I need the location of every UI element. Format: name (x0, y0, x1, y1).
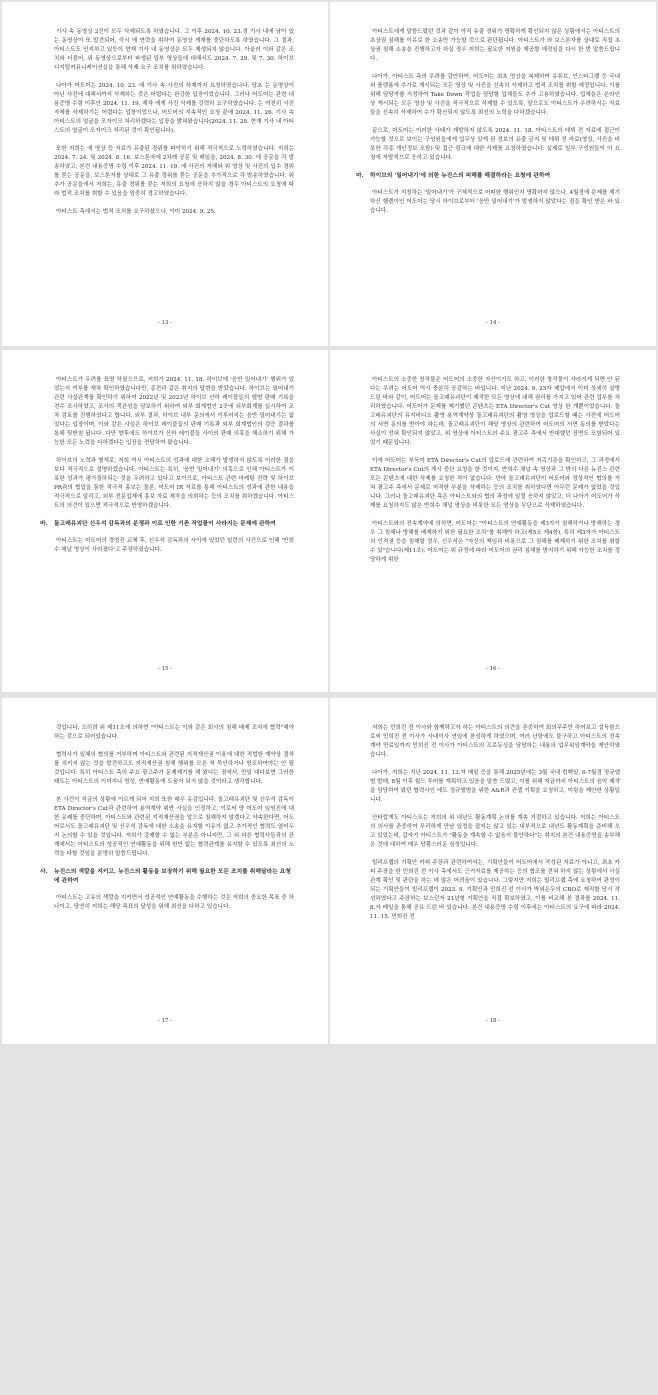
section-heading (40, 868, 294, 886)
page-number: - 17 - (158, 1018, 172, 1024)
page-18-paragraph: 나아가, 저희는 지난 2024. 11. 13.자 메일 등을 통해 2025년에는 3월 국내 컴백일, 6-7월경 정규앨범 발매, 8월 이후 월드 투어를 계획하고 있음을 말씀 드렸고, 이를 위해 지금까지 아티스트의 음악 제작을 담당하여 왔던 협력사인 에도 정규앨범을 위한 A&R과 컨셉 기획을 요청하고, 미팅을 제안한 상황입니다. (370, 770, 620, 803)
page-14-paragraph: 아티스트에게 말씀드렸던 것과 같이 아직 유출 경위가 명확하게 확인되지 않은 상황에서는 아티스트의 초상권 침해를 이유로 한 소송만 가능할 것으로 판단됩니다. 아티스트가 와 보스톤자를 상대로 직접 초상권 침해 소송을 진행하고자 하실 경우 저희는 필요한 지원을 제공할 예정임을 다시 한 번 말씀드립니다. (370, 29, 620, 62)
section-heading (356, 172, 620, 181)
page-18-paragraph: 빌리프랩의 기획안 카피 주장과 관련하여서는, 기획안들이 어도어에서 작성된 자료가 아니고, 최초 카피 주장을 한 민희진 전 이사 측에서도 근거자료를 제공하는 등의 협조를 전혀 하지 않는 상황에서 사실관계 확인 및 판단을 하는 데 많은 어려움이 있습니다. 그렇지만 저희는 빌리프랩 측에 요청하여 판정이 되는 기획안들이 빌리프랩이 2023. 9. 기획안과 민희진 전 이사가 박외든두의 CBO로 재직할 당시 작성하였다고 주장하는 보스턴저 21년형 기획안을 직접 확보하였고, 이를 비교해 본 결과를 2024. 11. 8.자 메일을 통해 공유 드린 바 있습니다. 본건 내용증명 수령 이후에는 아티스트의 요구에 따라 2024. 11. 15. 민희진 전 (370, 860, 620, 920)
document-page-18 (330, 698, 656, 1044)
page-number: - 13 - (158, 320, 172, 326)
page-13-paragraph: 나아가 어도어는 2024. 10. 23. 에 기사 속 사진의 삭제까지 요청하였습니다. 당초 는 동영상이 아닌 사진에 대해서까지 삭제하는 것은 어렵다는 완강한 입장이었습니다. 그러나 어도어는 관련 내용증명 수령 이후인 2024. 11. 19. 재차 에게 사진 삭제를 강력히 요구하였습니다. 는 여전히 사진 자체를 삭제하기는 어렵다는 입장이었으나, 어도어의 지속적인 요청 끝에 2024. 11. 26. 기사 속 아티스트의 얼굴을 모자이크 처리하겠다는 입장을 밝혀왔습니다(2024. 11. 28. 현재 기사 내 아티스트의 얼굴이 모자이크 처리된 것이 확인됩니다). (54, 83, 294, 134)
page-17-paragraph: 협력사가 일체의 협의를 거부하며 아티스트와 관련된 지적재산권 이용에 대한 적법한 계약상 절차를 지키지 않는 것을 발견하고도 지적재산권 침해 행위를 모른 척 묵인하거나 방조하여야는 안 될 것입니다. 특히 아티스트 측의 주요 광고주가 문제제기를 해 왔다는 점에서, 만일 대다보면 그러한 태도는 아티스트의 이미지나 명성, 연예활동에 도움이 되지 않을 것이라고 생각합니다. (54, 752, 294, 785)
section-title: 하이브의 '밀어내기'에 의한 뉴진스의 피해를 해결하라는 요청에 관하여 (370, 173, 551, 179)
page-14-paragraph: 끝으로, 어도어는 이러한 사태가 재발하지 않도록 2024. 11. 18. 아티스트의 데뷔 전 자료에 접근이 가능할 것으로 보이는 구성원들에게 업무상 알게 된 정보의 유출 금지 및 데뷔 전 자료(영상, 사진을 비롯한 각종 개인정보 포함) 및 접근 링크에 대한 삭제를 요청하였습니다. 실제로 일부 구성원들이 이 요청에 자발적으로 응하고 있습니다. (370, 128, 620, 161)
page-number: - 14 - (486, 320, 500, 326)
empty-background (0, 1046, 658, 1395)
page-15-paragraph: 아티스트가 우려를 표명 하셨으므로, 저희가 2024. 11. 18. 하이브에 '음반 밀어내기' 행위가 있었는지 여부를 재차 확인하였습니다만, 종전과 같은 취지의 답변을 받았습니다. 하이브는 밀어내기 관련 사실관계를 확인하기 위하여 2022년 및 2023년 하이브 산하 레이블들의 앨범 판매 기록을 전수 조사하였고, 조사의 객관성을 담보하기 위하여 외부 회계법인 2곳에 외부회계를 실시하여 교차 검토를 진행하였다고 합니다. 외부 결과, 하이브 내부 문의에서 이루어지는 음반 밀어내기는 없었다는 입장이며, 이와 같은 사실은 하이브 레이블들의 판매 기록과 외부 회계법인의 검증 결과를 통해 뒷받침 됩니다. 다만 향후에도 하이브가 산하 레이블들 사이의 판매 의혹을 해소하기 위해 가능한 모든 노력을 다하겠다는 입장을 전달하여 왔습니다. (54, 377, 294, 446)
section-marker: 바. (40, 521, 48, 527)
document-page-15 (2, 350, 328, 692)
document-page-16 (330, 350, 656, 692)
page-17-paragraph: 것입니다. 오히려 위 제11조에 의하면 "아티스트는 이와 같은 회사의 침해 배제 조치에 협력"해야 하는 것으로 되어있습니다. (54, 725, 294, 740)
page-13-paragraph: 또한 저희는 에 영상 등 자료가 유출된 경위를 파악하기 위해 적극적으로 노력하였습니다. 저희는 2024. 7. 24. 및 2024. 8. 16. 보스톤자에 2차례 공문 및 메일을, 2024. 8. 30. 에 공문을 각 발송하였고, 본건 내용증명 수령 이후 2024. 11. 19. 에 사진의 저해와 위 영상 및 사진의 입수 경위를 묻는 공문을, 보스톤자를 상대로 그 유출 경위를 묻는 공문을 추가적으로 각 발송하였습니다. 위 추가 공문들에서 저희는, 유출 경위를 묻는 저희의 요청에 응하지 않을 경우 아티스트의 요청에 따라 법적 조치를 취할 수 있음을 엄중히 경고하였습니다. (54, 146, 294, 197)
page-15-paragraph: 하이브의 노력과 별개로, 저희 역시 아티스트의 성과에 대한 오해가 발생하지 않도록 이러한 점을 보다 적극적으로 설명하겠습니다. 아티스트는 특히, '음반 밀어내기' 의혹으로 인해 아티스트가 이룩한 성과가 평가절하되는 것을 우려하고 있다고 보이므로, 아티스트 관련 마케팅 전략 및 하이브 PR과의 협업을 통한 적극적 홍보는 물론, 어도어 IR 자료를 통해 아티스트의 성과에 관한 내용을 적극적으로 알리고, 외부 전문업체에 홍보 자료 제작을 의뢰하는 등의 조치를 취하겠습니다. 아티스트의 의견이 있으면 적극적으로 반영하겠습니다. (54, 458, 294, 509)
page-16-paragraph: 아티스트의 소중한 창작물은 어도어의 소중한 자산이기도 하고, 이러한 창작물이 사라지게 되면 안 된다는 우려는 어도어 역시 충분히 공감하는 바입니다. 지난 2024. 9. 25자 제압에서 이미 상세히 설명 드린 바와 같이, 어도어는 돌고래유괴단이 제작한 모든 영상에 대해 권리를 가지고 있어 관련 업무를 처리하였습니다. 어도어가 문제를 제기했던 콘텐츠는 ETA Director's Cut 영상 한 개뿐이었습니다. 돌고래유괴단의 뮤지비디오 촬영 용역계약상 돌고래유괴단의 촬영 영상을 업로드할 때는 사전에 어도어의 서면 동의를 받아야 하는데, 돌고래유괴단이 해당 영상의 관련하여 어도어의 서면 동의를 받았다는 사실이 전혀 확인되지 않았고, 위 영상에 아티스트의 주요 광고주 측에서 반대했던 장면도 포함되어 있었기 때문입니다. (370, 377, 620, 446)
page-15-paragraph: 아티스트는 어도어의 경영진 교체 후, 신우석 감독과의 사이에 있었던 일련의 사건으로 인해 '반희수 채널 영상이 사라졌다'고 주장하셨습니다. (54, 538, 294, 553)
page-16-paragraph: 이에 어도어는 부득이 ETA Director's Cut의 업로드에 관련하여 저촉기준을 확인하고, 그 과정에서 ETA Director's Cut의 게시 중단 요청을 한 것이지, 반희수 채널 속 영상과 그 밖의 다른 뉴진스 관련 모든 콘텐츠에 대한 삭제를 요청한 적이 없습니다. 만약 돌고래유괴단이 어도어와 정상적인 협의를 거쳐 광고주 측에서 문제로 지적한 부분을 삭제하는 등의 조치를 취하였다면 아무런 문제가 없었을 것입니다. 그러나 돌고래유괴단 측은 아티스트와의 협의 과정에 일절 응하지 않았고, 더 나아가 어도어가 삭제를 요청하지도 않은 반희수 채널 영상을 비롯한 모든 영상을 무단으로 삭제하였습니다. (370, 458, 620, 509)
page-17-paragraph: 본 사건이 지금의 상황에 이르게 되어 저희 또한 매우 유감입니다. 돌고래유괴단 및 신우석 감독이 ETA Director's Cut과 관련하여 용역계약 위반 사실을 인정하고, 이로써 양 어도어 임원진에 대한 유쾌를 중단하며, 아티스트와 관련된 지적재산권을 앞으로 침해하지 않겠다고 약속한다면, 어도어로서도 돌고래유괴단 및 신우석 감독에 대한 소송을 유지할 이유가 없고 추가적인 협력도 열어두지 논의할 수 있을 것입니다. 저희가 강제할 수 없는 부분은 아니지만, 그 외 다른 협력사들과의 관계에서는 아티스트의 성공적인 연예활동을 위해 원만 없는 협력관계를 유지할 수 있도록 최선의 노력을 다할 것임을 분명히 말씀드립니다. (54, 797, 294, 857)
document-page-17 (2, 698, 328, 1044)
page-number: - 16 - (486, 666, 500, 672)
section-title: 돌고래유괴단 신우석 감독과의 분쟁과 이로 인한 기존 작업물이 사라지는 문제에 관하여 (54, 521, 276, 527)
page-13-paragraph: 기사 속 동영상 2건이 모두 삭제되도록 하였습니다. 그 이후 2024. 10. 23.경 기사 내에 남아 있는 동영상이 또 발견되어, 즉시 에 연락을 취하여 동영상 게재를 중단하도록 하였습니다. 그 결과, 아티스트도 인지하고 있듯이 현재 기사 내 동영상은 모두 제생되지 않습니다. 아울러 이와 같은 조치와 더불어, 위 동영상으로부터 파생된 일부 영상들에 대해서도 2024. 7. 29. 및 7. 30. 하이브 디지털커뮤니케이션실을 통해 삭제 요구 조치를 취하였습니다. (54, 29, 294, 71)
page-16-paragraph: 아티스트와의 전속계약에 의하면, 어도어는 "아티스트의 연예활동을 제3자가 침해하거나 방해하는 경우 그 침해나 방해를 배제하기 위한 필요한 조치"를 취해야 하고(제5조 제4항), 특히 제3자가 아티스트의 인격권 등을 침해할 경우, 신우석은 "자신의 책임과 비용으로 그 침해를 배제하기 위한 조치를 취할 수 있"습니다(제11조). 어도어는 위 규정에 따라 어도어의 권리 침해를 방지하기 위해 가능한 조치를 정당하게 취한 (370, 521, 620, 563)
section-marker: 사. (40, 869, 48, 875)
page-14-paragraph: 아티스트가 지칭하는 '밀어내기'가 구체적으로 어떠한 행위인지 명확하지 않으나, 4월경에 문제를 제기하신 헬렌이인 어도어는 당시 하이브로부터 '음반 밀어내기'가 발생하지 않았다는 점을 확인 받은 바 있습니다. (370, 190, 620, 214)
page-14-paragraph: 나아가, 아티스트 측의 우려를 감안하여, 어도어는 최초 영상을 복제하여 유튜브, 인스타그램 등 국내외 플랫폼에 추가로 게시되는 모든 영상 및 사진을 신속히 삭제하고 법적 조치를 취할 예정입니다. 이를 위해 담당자를 지정하여 Take Down 작업을 담당할 업체들도 추가 고용하였습니다. 업체들은 온라인상 게시되는 모든 영상 및 사진을 적극적으로 삭제할 수 있도록, 앞으로도 아티스트가 우려하시는 자료들을 신속히 삭제하여 수가 확산되지 않도록 최선의 노력을 다하겠습니다. (370, 74, 620, 116)
page-number: - 18 - (486, 1018, 500, 1024)
page-18-paragraph: 저희는 민희진 전 이사와 함께하고자 하는 아티스트의 의견을 존중하여 회의무주만 하여보고 설득함으로써 민희진 전 이사가 사내이사 연임에 찬성하게 하였으며, 여러 난항에도 불구하고 아티스트의 전속계약 만료일까지 민희진 전 이사가 아티스트의 프로듀싱을 담당하는 내용의 업무위임계약을 제안하였습니다. (370, 725, 620, 758)
document-page-13 (2, 2, 328, 346)
page-18-paragraph: 안타깝게도 아티스트는 저희의 위 내년도 활동계획 논의를 계속 거절하고 있습니다. 저희는 아티스트의 의사를 존중하여 무리하게 만남 일정을 잡지는 않고 있는 내부적으로 내년도 활동계획을 준비해 오고 있었는데, 갑자기 아티스트가 "활동을 계속할 수 없음지 불안하다"는 취지의 본건 내용증명을 송부해 온 것에 대하여 매우 당황스러운 심정입니다. (370, 815, 620, 848)
section-title: 뉴진스의 색깔을 지키고, 뉴진스의 활동을 보장하기 위해 필요한 모든 조치를 취해달라는 요청에 관하여 (54, 869, 292, 884)
document-page-14 (330, 2, 656, 346)
section-heading (40, 520, 294, 529)
page-13-paragraph: 아티스트 측에서는 법적 조치를 요구하셨으나, 이미 2024. 9. 25. (56, 209, 216, 215)
section-marker: 마. (356, 173, 364, 179)
page-number: - 15 - (158, 666, 172, 672)
page-17-paragraph: 아티스트는 고유의 색깔을 지키면서 성공적인 연예활동을 수행하는 것은 저희의 중요한 목표 중 하나이고, 당연히 저희는 해당 목표의 달성을 위해 최선을 다하고 있습니다. (54, 895, 294, 910)
